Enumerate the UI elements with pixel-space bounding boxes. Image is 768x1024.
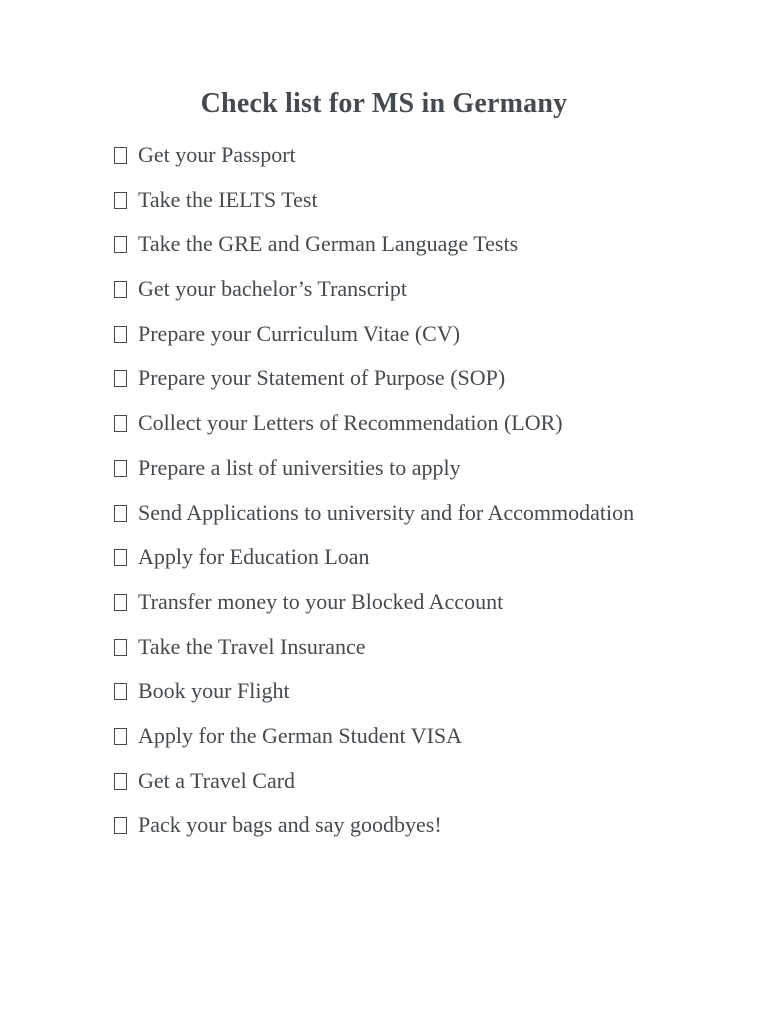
checklist-item [114, 492, 744, 534]
checklist-item [114, 134, 744, 176]
checkbox-empty-icon [114, 236, 127, 253]
checkbox-empty-icon [114, 549, 127, 566]
checkbox-empty-icon [114, 147, 127, 164]
checklist-item [114, 670, 744, 712]
checklist-item [114, 626, 744, 668]
checkbox-empty-icon [114, 192, 127, 209]
checklist-item-label: Get a Travel Card [138, 767, 296, 793]
checklist-item [114, 536, 744, 578]
checklist-item [114, 715, 744, 757]
checkbox-empty-icon [114, 683, 127, 700]
checklist-item-label: Prepare your Curriculum Vitae (CV) [138, 320, 461, 346]
checklist-item-label: Pack your bags and say goodbyes! [138, 812, 442, 838]
checklist-item-label: Apply for Education Loan [138, 544, 370, 570]
checkbox-empty-icon [114, 639, 127, 656]
checkbox-empty-icon [114, 594, 127, 611]
checkbox-empty-icon [114, 415, 127, 432]
checklist-item-label: Take the Travel Insurance [138, 633, 366, 659]
checklist-item [114, 804, 744, 846]
checklist-item [114, 447, 744, 489]
checklist-item-label: Prepare your Statement of Purpose (SOP) [138, 365, 506, 391]
checklist-item [114, 179, 744, 221]
checklist-item [114, 357, 744, 399]
checklist-item [114, 760, 744, 802]
checkbox-empty-icon [114, 281, 127, 298]
checkbox-empty-icon [114, 728, 127, 745]
checkbox-empty-icon [114, 817, 127, 834]
checklist-item-label: Take the IELTS Test [138, 186, 318, 212]
checklist-item [114, 313, 744, 355]
checklist-item-label: Apply for the German Student VISA [138, 722, 463, 748]
page-title: Check list for MS in Germany [200, 88, 568, 119]
checklist-item-label: Get your Passport [138, 142, 296, 167]
checklist-item-label: Prepare a list of universities to apply [138, 454, 461, 480]
checklist-item-label: Take the GRE and German Language Tests [138, 231, 519, 257]
checklist-item-label: Collect your Letters of Recommendation (LOR) [138, 410, 563, 436]
checklist-item [114, 402, 744, 444]
checklist-item [114, 223, 744, 265]
checkbox-empty-icon [114, 326, 127, 343]
checkbox-empty-icon [114, 505, 127, 522]
checkbox-empty-icon [114, 773, 127, 790]
checklist-item-label: Get your bachelor’s Transcript [138, 276, 408, 302]
checklist-item [114, 581, 744, 623]
checklist-item-label: Transfer money to your Blocked Account [138, 588, 504, 614]
checklist-item [114, 268, 744, 310]
checklist [114, 134, 744, 849]
checkbox-empty-icon [114, 460, 127, 477]
checklist-item-label: Book your Flight [138, 678, 290, 704]
checkbox-empty-icon [114, 370, 127, 387]
checklist-item-label: Send Applications to university and for Accommodation [138, 499, 635, 525]
